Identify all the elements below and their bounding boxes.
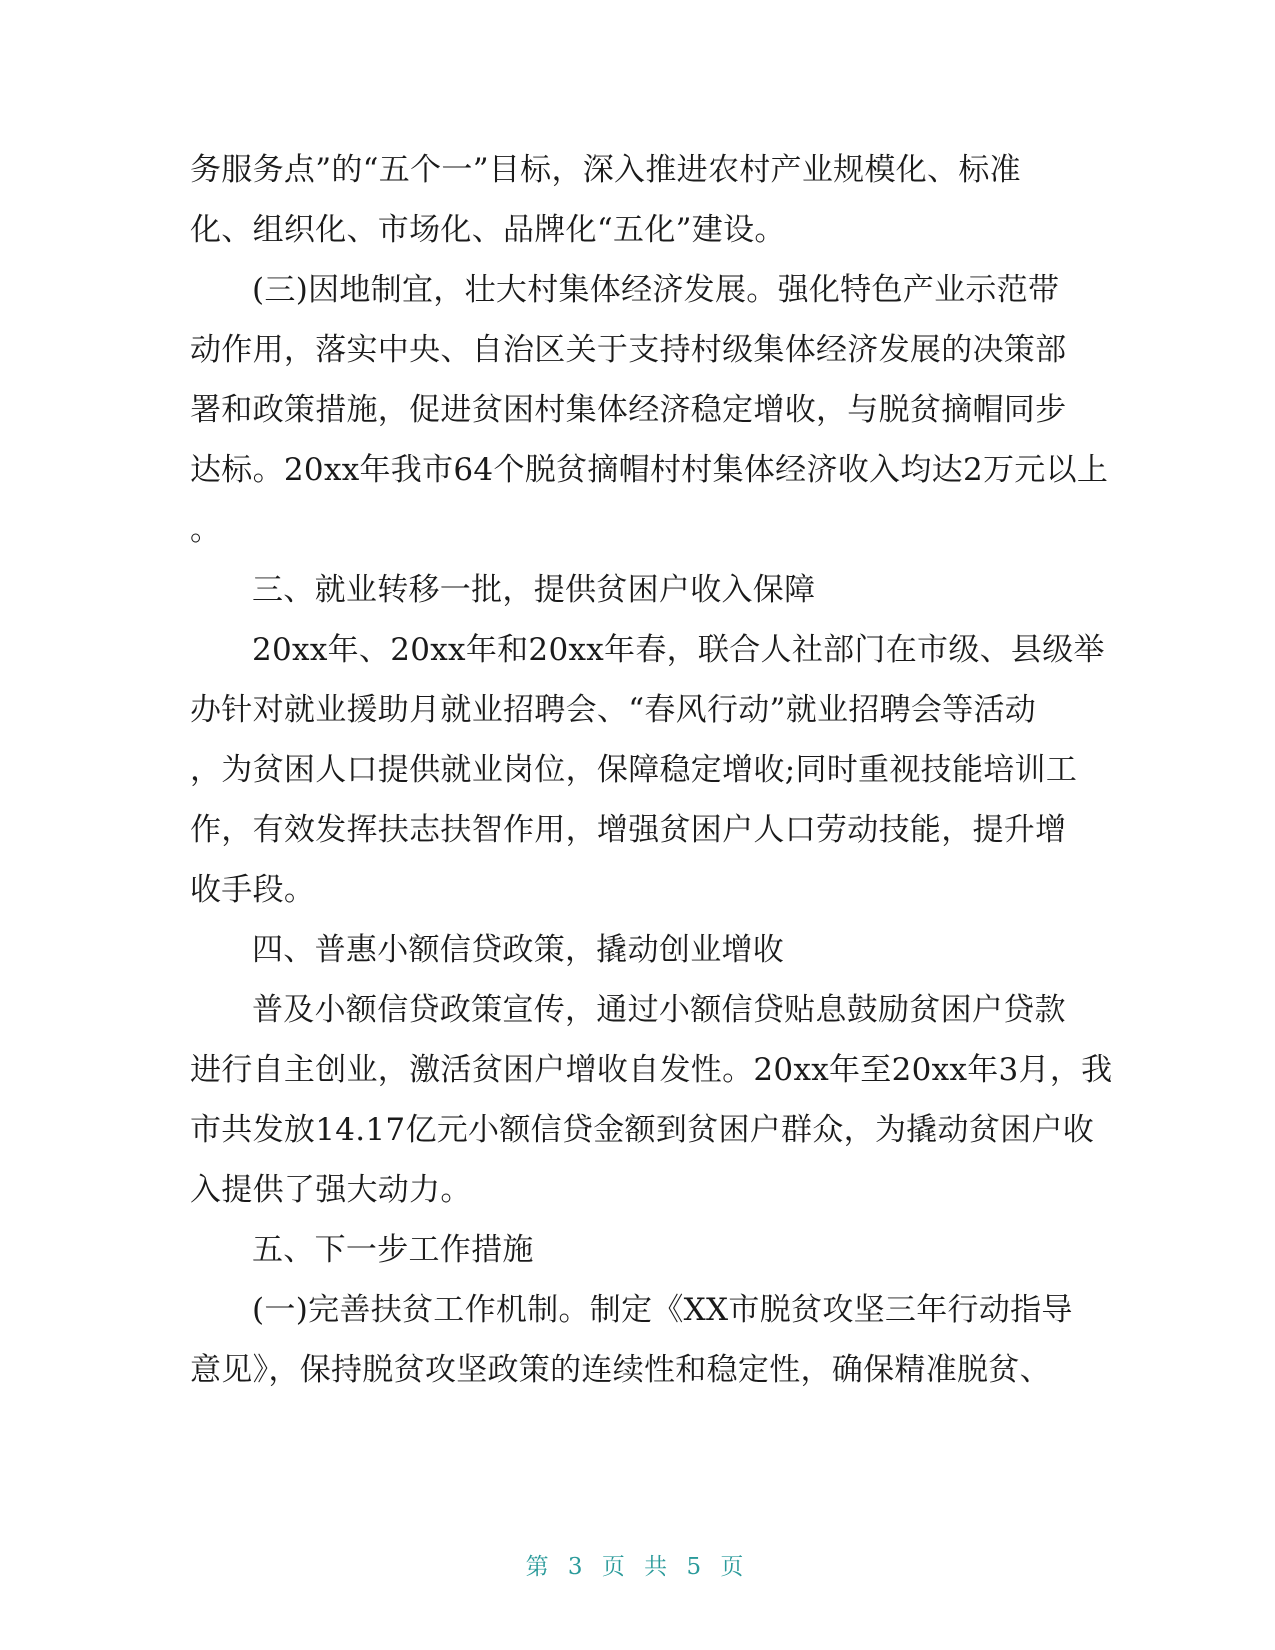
paragraph-start-line: (三)因地制宜，壮大村集体经济发展。强化特色产业示范带 <box>252 272 1060 308</box>
body-line: 。 <box>190 512 222 548</box>
document-body <box>190 140 1113 1400</box>
body-line: 收手段。 <box>190 872 316 908</box>
section-heading: 三、就业转移一批，提供贫困户收入保障 <box>252 572 816 608</box>
section-heading: 五、下一步工作措施 <box>252 1232 534 1268</box>
body-line: 办针对就业援助月就业招聘会、“春风行动”就业招聘会等活动 <box>190 692 1037 728</box>
body-line: 化、组织化、市场化、品牌化“五化”建设。 <box>190 212 786 248</box>
body-line: ，为贫困人口提供就业岗位，保障稳定增收;同时重视技能培训工 <box>190 752 1078 788</box>
body-line: 作，有效发挥扶志扶智作用，增强贫困户人口劳动技能，提升增 <box>190 812 1067 848</box>
body-line: 进行自主创业，激活贫困户增收自发性。20xx年至20xx年3月，我 <box>190 1052 1113 1088</box>
body-line: 务服务点”的“五个一”目标，深入推进农村产业规模化、标准 <box>190 152 1021 188</box>
paragraph-start-line: 20xx年、20xx年和20xx年春，联合人社部门在市级、县级举 <box>252 632 1105 668</box>
section-heading: 四、普惠小额信贷政策，撬动创业增收 <box>252 932 785 968</box>
body-line: 市共发放14.17亿元小额信贷金额到贫困户群众，为撬动贫困户收 <box>190 1112 1095 1148</box>
paragraph-start-line: 普及小额信贷政策宣传，通过小额信贷贴息鼓励贫困户贷款 <box>252 992 1066 1028</box>
paragraph-start-line: (一)完善扶贫工作机制。制定《XX市脱贫攻坚三年行动指导 <box>252 1292 1073 1328</box>
body-line: 达标。20xx年我市64个脱贫摘帽村村集体经济收入均达2万元以上 <box>190 452 1109 488</box>
body-line: 署和政策措施，促进贫困村集体经济稳定增收，与脱贫摘帽同步 <box>190 392 1067 428</box>
body-line: 动作用，落实中央、自治区关于支持村级集体经济发展的决策部 <box>190 332 1067 368</box>
page-number-footer: 第 3 页 共 5 页 <box>525 1554 750 1580</box>
body-line: 入提供了强大动力。 <box>190 1172 472 1208</box>
body-line: 意见》，保持脱贫攻坚政策的连续性和稳定性，确保精准脱贫、 <box>190 1352 1051 1388</box>
